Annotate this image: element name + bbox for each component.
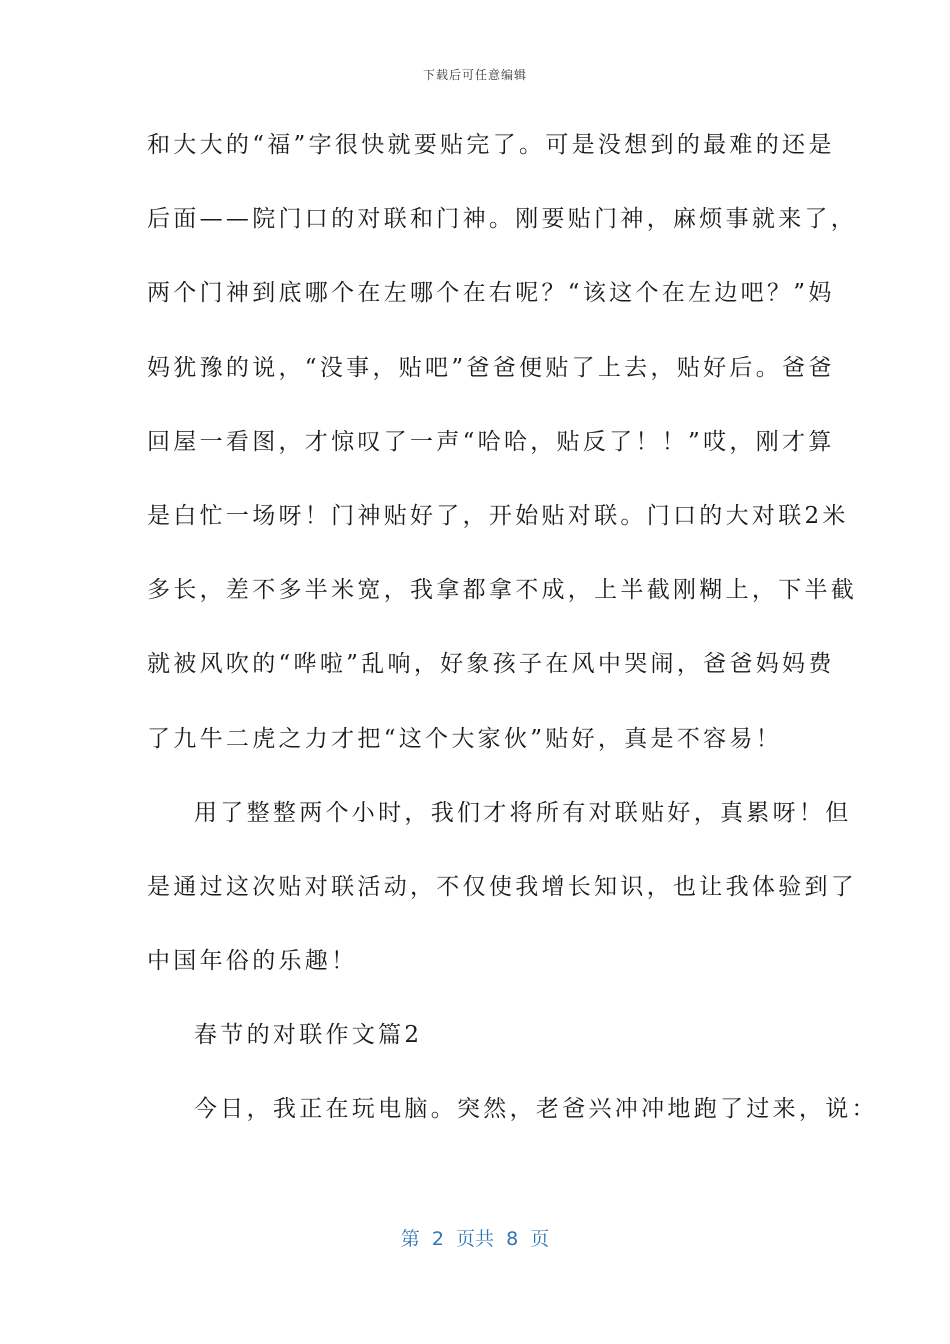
text-line: 两个门神到底哪个在左哪个在右呢？“该这个在左边吧？”妈 — [147, 280, 835, 307]
text-line: 中国年俗的乐趣！ — [147, 948, 358, 975]
text-line: 多长，差不多半米宽，我拿都拿不成，上半截刚糊上，下半截 — [147, 577, 858, 604]
text-line: 了九牛二虎之力才把“这个大家伙”贴好，真是不容易！ — [147, 725, 783, 752]
paragraph-start-line: 今日，我正在玩电脑。突然，老爸兴冲冲地跑了过来，说： — [194, 1096, 878, 1123]
text-line: 妈犹豫的说，“没事，贴吧”爸爸便贴了上去，贴好后。爸爸 — [147, 354, 835, 381]
section-heading: 春节的对联作文篇2 — [194, 1022, 423, 1049]
text-line: 后面——院门口的对联和门神。刚要贴门神，麻烦事就来了， — [147, 206, 858, 233]
text-line: 和大大的“福”字很快就要贴完了。可是没想到的最难的还是 — [147, 132, 835, 158]
text-line: 就被风吹的“哗啦”乱响，好象孩子在风中哭闹，爸爸妈妈费 — [147, 651, 835, 678]
text-line: 是通过这次贴对联活动，不仅使我增长知识，也让我体验到了 — [147, 873, 858, 900]
document-body — [147, 118, 878, 1157]
page-header: 下载后可任意编辑 — [422, 68, 527, 82]
text-line: 回屋一看图，才惊叹了一声“哈哈，贴反了！！”哎，刚才算 — [147, 428, 835, 455]
paragraph-start-line: 用了整整两个小时，我们才将所有对联贴好，真累呀！但 — [194, 799, 852, 826]
page-number-footer: 第 2 页共 8 页 — [400, 1228, 550, 1250]
text-line: 是白忙一场呀！门神贴好了，开始贴对联。门口的大对联2米 — [147, 502, 849, 529]
